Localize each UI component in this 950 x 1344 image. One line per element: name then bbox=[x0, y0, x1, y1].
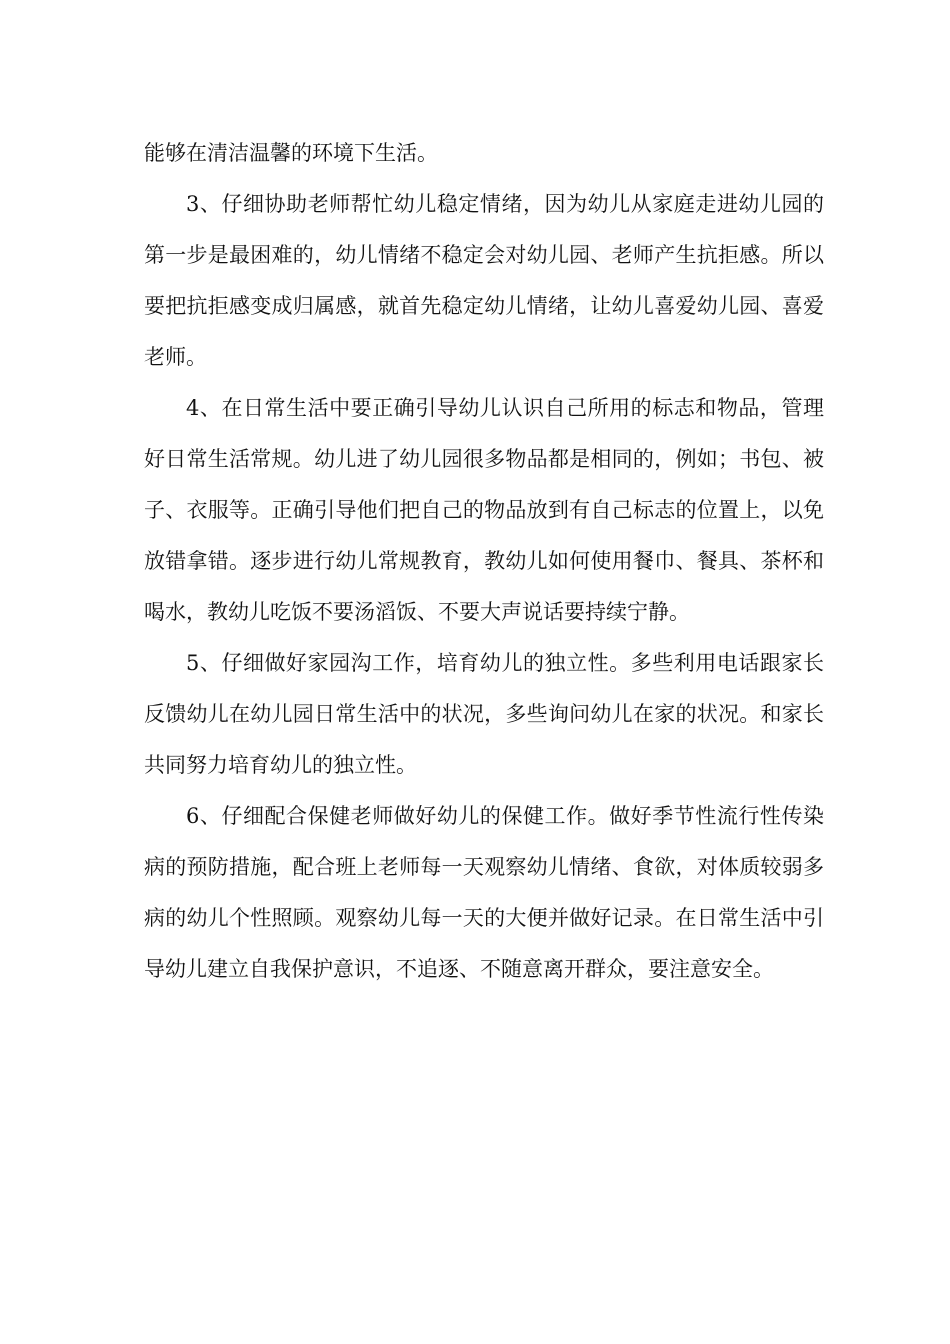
document-body bbox=[144, 128, 824, 995]
paragraph-item-3: 3、仔细协助老师帮忙幼儿稳定情绪，因为幼儿从家庭走进幼儿园的第一步是最困难的，幼儿情绪不稳定会对幼儿园、老师产生抗拒感。所以要把抗拒感变成归属感，就首先稳定幼儿情绪，让幼儿喜爱幼儿园、喜爱老师。 bbox=[144, 192, 824, 369]
paragraph-item-4: 4、在日常生活中要正确引导幼儿认识自己所用的标志和物品，管理好日常生活常规。幼儿进了幼儿园很多物品都是相同的，例如；书包、被子、衣服等。正确引导他们把自己的物品放到有自己标志的位置上，以免放错拿错。逐步进行幼儿常规教育，教幼儿如何使用餐巾、餐具、茶杯和喝水，教幼儿吃饭不要汤滔饭、不要大声说话要持续宁静。 bbox=[144, 396, 824, 624]
paragraph-continued: 能够在清洁温馨的环境下生活。 bbox=[144, 141, 438, 165]
paragraph-item-6: 6、仔细配合保健老师做好幼儿的保健工作。做好季节性流行性传染病的预防措施，配合班上老师每一天观察幼儿情绪、食欲，对体质较弱多病的幼儿个性照顾。观察幼儿每一天的大便并做好记录。在日常生活中引导幼儿建立自我保护意识，不追逐、不随意离开群众，要注意安全。 bbox=[144, 804, 824, 981]
paragraph-item-5: 5、仔细做好家园沟工作，培育幼儿的独立性。多些利用电话跟家长反馈幼儿在幼儿园日常生活中的状况，多些询问幼儿在家的状况。和家长共同努力培育幼儿的独立性。 bbox=[144, 651, 824, 777]
